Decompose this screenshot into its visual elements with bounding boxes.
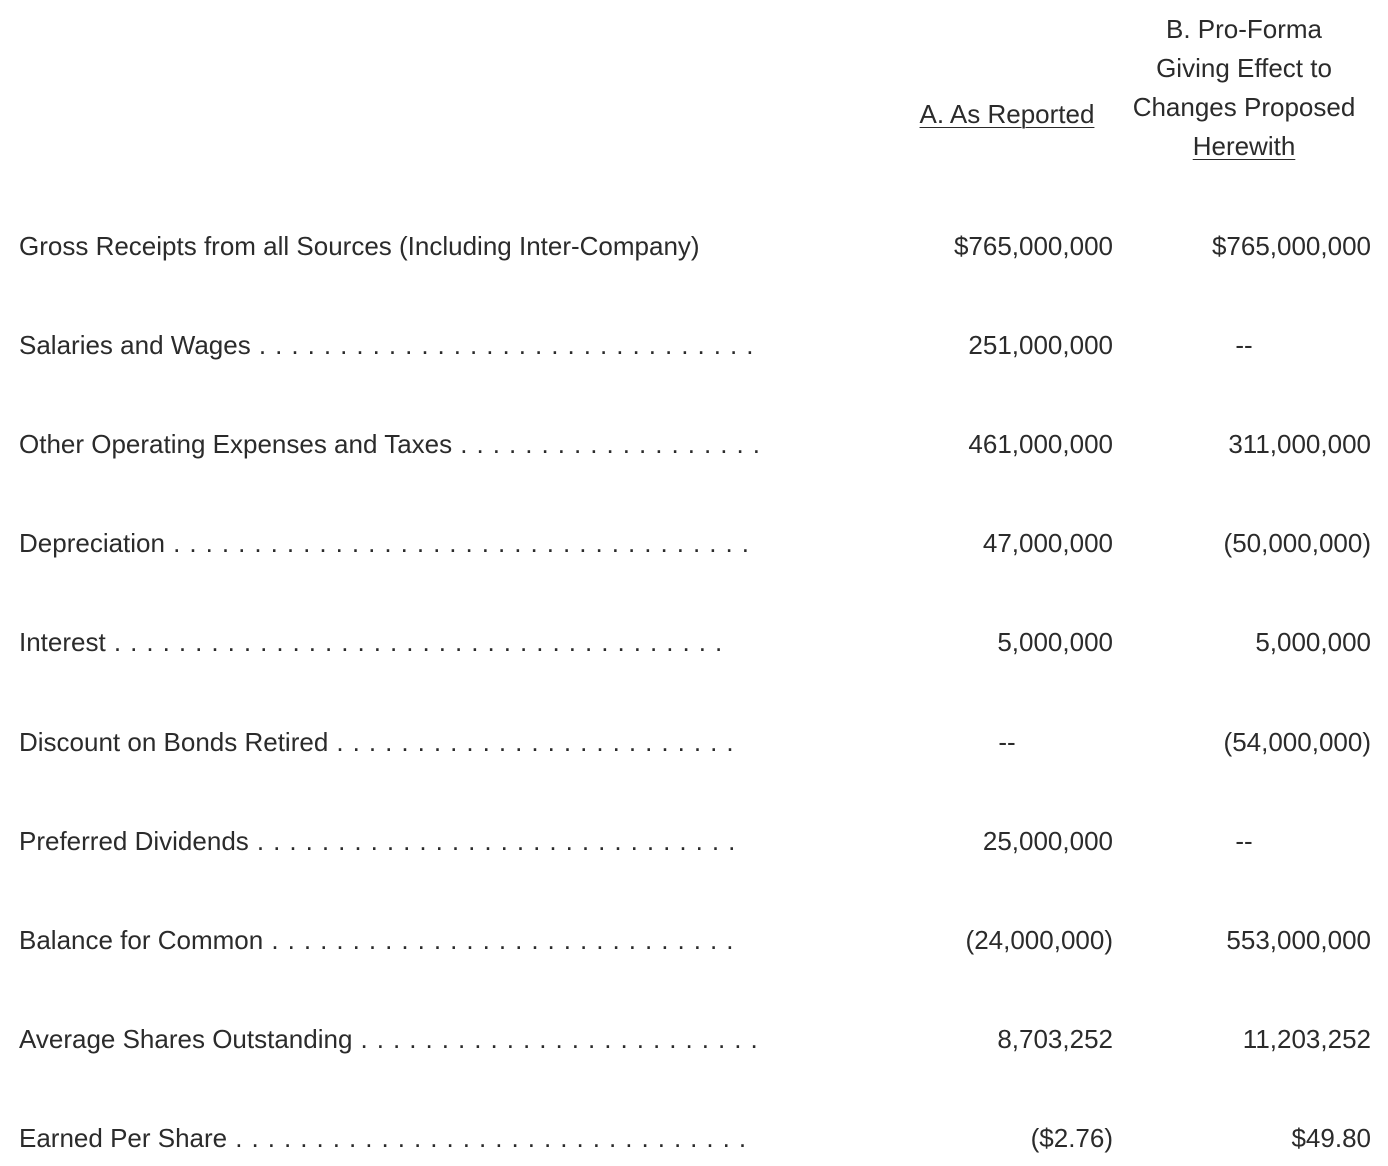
column-header-as-reported (906, 95, 1108, 134)
row-leader: . . . . . . . . . . . . . . . . . . . . . . . . . . . . . . . . . . . . . . (105, 627, 724, 657)
table-row (0, 722, 1388, 762)
row-leader: . . . . . . . . . . . . . . . . . . . . . . . . . . . . . (263, 925, 735, 955)
column-header-pro-forma-line-1: B. Pro-Forma (1165, 14, 1323, 44)
table-row (0, 821, 1388, 861)
cell-pro-forma: $49.80 (1291, 1123, 1371, 1153)
cell-pro-forma: -- (1235, 330, 1253, 360)
cell-pro-forma: 553,000,000 (1226, 925, 1371, 955)
row-label: Preferred Dividends (19, 826, 249, 856)
row-leader: . . . . . . . . . . . . . . . . . . . . . . . . . (328, 727, 735, 757)
cell-pro-forma: (50,000,000) (1223, 528, 1371, 558)
cell-as-reported: 8,703,252 (997, 1024, 1113, 1054)
cell-as-reported: 47,000,000 (982, 528, 1113, 558)
column-header-pro-forma-line-2: Giving Effect to (1156, 53, 1332, 83)
row-label: Balance for Common (19, 925, 264, 955)
row-label: Earned Per Share (19, 1123, 228, 1153)
cell-pro-forma: 311,000,000 (1228, 429, 1371, 459)
cell-as-reported: 5,000,000 (997, 627, 1113, 657)
table-row (0, 226, 1388, 266)
column-header-pro-forma-line-3: Changes Proposed (1132, 92, 1356, 122)
row-label: Discount on Bonds Retired (19, 727, 329, 757)
cell-pro-forma: (54,000,000) (1223, 727, 1371, 757)
column-header-as-reported-label: A. As Reported (919, 99, 1095, 129)
row-leader: . . . . . . . . . . . . . . . . . . . . . . . . . . . . . . (248, 826, 737, 856)
row-label: Interest (19, 627, 106, 657)
cell-as-reported: 251,000,000 (968, 330, 1113, 360)
table-row (0, 523, 1388, 563)
cell-as-reported: 25,000,000 (982, 826, 1113, 856)
row-leader: . . . . . . . . . . . . . . . . . . . . . . . . . (352, 1024, 759, 1054)
row-label: Depreciation (19, 528, 165, 558)
cell-as-reported: 461,000,000 (968, 429, 1113, 459)
row-leader: . . . . . . . . . . . . . . . . . . . . . . . . . . . . . . . . (227, 1123, 748, 1153)
table-row (0, 920, 1388, 960)
cell-as-reported: -- (998, 727, 1016, 757)
row-label: Average Shares Outstanding (19, 1024, 353, 1054)
cell-pro-forma: -- (1235, 826, 1253, 856)
column-header-pro-forma (1116, 10, 1372, 166)
cell-pro-forma: 11,203,252 (1242, 1024, 1371, 1054)
table-row (0, 1019, 1388, 1059)
cell-as-reported: (24,000,000) (965, 925, 1113, 955)
row-label: Gross Receipts from all Sources (Including Inter-Company) (19, 231, 700, 261)
row-label: Other Operating Expenses and Taxes (19, 429, 453, 459)
column-header-pro-forma-line-4: Herewith (1192, 131, 1296, 161)
table-row (0, 622, 1388, 662)
cell-pro-forma: $765,000,000 (1211, 231, 1371, 261)
table-row (0, 424, 1388, 464)
cell-pro-forma: 5,000,000 (1255, 627, 1371, 657)
row-label: Salaries and Wages (19, 330, 251, 360)
cell-as-reported: ($2.76) (1030, 1123, 1113, 1153)
row-leader: . . . . . . . . . . . . . . . . . . . . . . . . . . . . . . . . . . . . (164, 528, 750, 558)
row-leader: . . . . . . . . . . . . . . . . . . . (452, 429, 761, 459)
table-row (0, 325, 1388, 365)
row-leader: . . . . . . . . . . . . . . . . . . . . . . . . . . . . . . . (250, 330, 755, 360)
table-row (0, 1118, 1388, 1158)
cell-as-reported: $765,000,000 (953, 231, 1113, 261)
